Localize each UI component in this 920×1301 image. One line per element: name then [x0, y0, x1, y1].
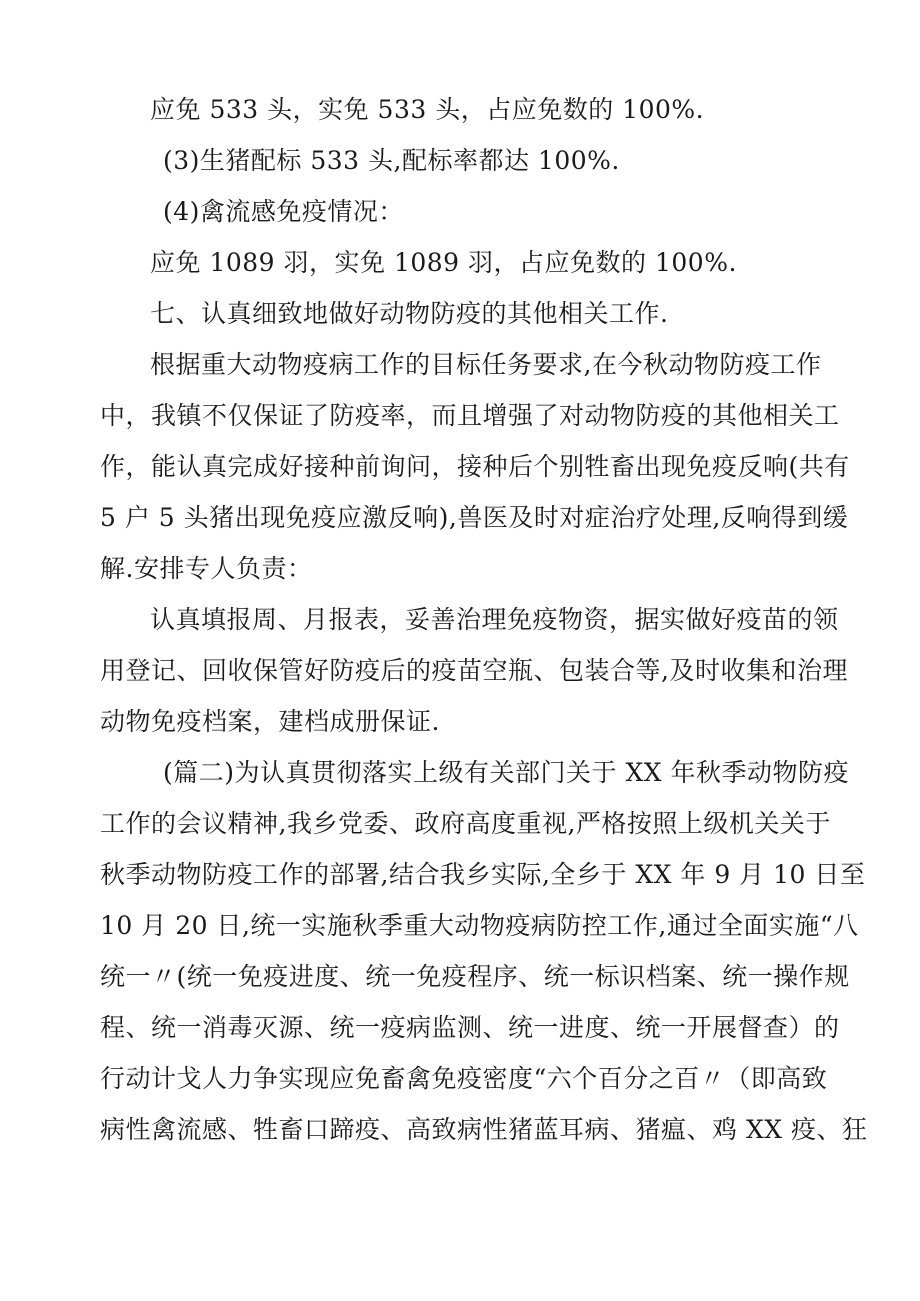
paragraph-line: 认真填报周、月报表，妥善治理免疫物资，据实做好疫苗的领: [150, 605, 839, 634]
paragraph-line: 行动计戈人力争实现应免畜禽免疫密度“六个百分之百〃（即高致: [100, 1064, 828, 1093]
paragraph-line: 用登记、回收保管好防疫后的疫苗空瓶、包装合等,及时收集和治理: [100, 656, 848, 685]
paragraph-line: 根据重大动物疫病工作的目标任务要求,在今秋动物防疫工作: [150, 350, 822, 379]
paragraph-line: 中，我镇不仅保证了防疫率，而且增强了对动物防疫的其他相关工: [100, 401, 840, 430]
paragraph-line: (3)生猪配标 533 头,配标率都达 100%.: [163, 146, 620, 175]
section-heading: 七、认真细致地做好动物防疫的其他相关工作.: [150, 299, 669, 328]
document-body: [100, 84, 868, 1155]
paragraph-line: 工作的会议精神,我乡党委、政府高度重视,严格按照上级机关关于: [100, 809, 831, 838]
paragraph-line: 程、统一消毒灭源、统一疫病监测、统一进度、统一开展督查）的: [100, 1013, 840, 1042]
paragraph-line: 病性禽流感、牲畜口蹄疫、高致病性猪蓝耳病、猪瘟、鸡 XX 疫、狂: [100, 1115, 868, 1144]
paragraph-line: 秋季动物防疫工作的部署,结合我乡实际,全乡于 XX 年 9 月 10 日至: [100, 860, 866, 889]
paragraph-line: 10 月 20 日,统一实施秋季重大动物疫病防控工作,通过全面实施“八: [100, 911, 859, 940]
paragraph-line: (篇二)为认真贯彻落实上级有关部门关于 XX 年秋季动物防疫: [163, 758, 849, 787]
paragraph-line: 应免 1089 羽，实免 1089 羽，占应免数的 100%.: [150, 248, 737, 277]
paragraph-line: 动物免疫档案，建档成册保证.: [100, 707, 440, 736]
paragraph-line: (4)禽流感免疫情况：: [163, 197, 404, 226]
paragraph-line: 解.安排专人负责：: [100, 554, 313, 583]
paragraph-line: 5 户 5 头猪出现免疫应激反响),兽医及时对症治疗处理,反响得到缓: [100, 503, 849, 532]
paragraph-line: 统一〃(统一免疫进度、统一免疫程序、统一标识档案、统一操作规: [100, 962, 850, 991]
paragraph-line: 作，能认真完成好接种前询问，接种后个别牲畜出现免疫反响(共有: [100, 452, 850, 481]
paragraph-line: 应免 533 头，实免 533 头，占应免数的 100%.: [150, 95, 705, 124]
